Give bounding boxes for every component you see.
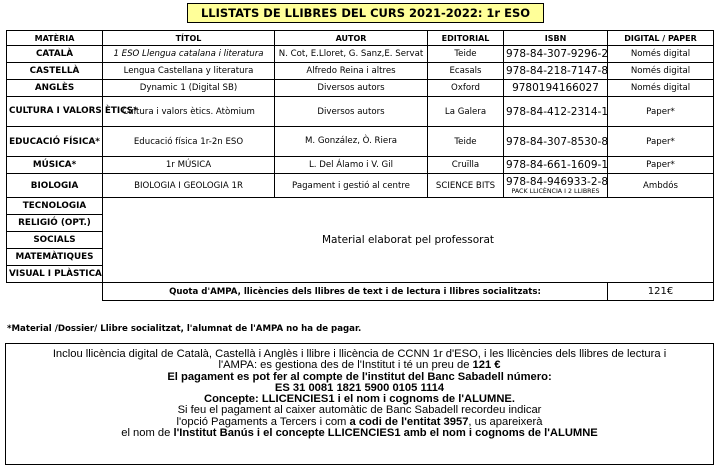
row-format: Paper*	[608, 97, 714, 127]
row-isbn: 978-84-218-7147-8	[504, 63, 608, 80]
isbn-note: PACK LLICÈNCIA I 2 LLIBRES	[511, 188, 600, 195]
info-price: 121 €	[472, 359, 501, 372]
row-materia: MÚSICA*	[7, 157, 103, 174]
row-format: Ambdós	[608, 174, 714, 198]
row-titol: 1r MÚSICA	[103, 157, 275, 174]
header-autor: AUTOR	[275, 31, 428, 46]
info-line-6: Si feu el pagament al caixer automàtic de Banc Sabadell recordeu indicar	[177, 404, 542, 417]
row-autor: L. Del Álamo i V. Gil	[275, 157, 428, 174]
row-materia: RELIGIÓ (OPT.)	[7, 215, 103, 232]
row-editorial: Teide	[428, 46, 504, 63]
info-line-2	[6, 360, 713, 371]
row-format: Paper*	[608, 127, 714, 157]
info-line-7-text: l'opció Pagaments a Tercers i com	[176, 415, 350, 428]
table-row	[7, 63, 714, 80]
row-format: Paper*	[608, 157, 714, 174]
row-titol: 1 ESO Llengua catalana i literatura	[103, 46, 275, 63]
info-line-1: Inclou llicència digital de Català, Castellà i Anglès i llibre i llicència de CCNN 1r d'ESO, i les llicències dels llibres de lectura i	[52, 348, 667, 360]
row-materia: MATEMÀTIQUES	[7, 249, 103, 266]
quota-value: 121€	[608, 283, 714, 301]
table-row	[7, 174, 714, 198]
header-titol: TÍTOL	[103, 31, 275, 46]
row-editorial: SCIENCE BITS	[428, 174, 504, 198]
row-editorial: Cruïlla	[428, 157, 504, 174]
info-account-number: ES 31 0081 1821 5900 0105 1114	[274, 381, 445, 394]
info-entity-code: a codi de l'entitat 3957	[349, 415, 469, 428]
book-list-table	[6, 30, 714, 301]
info-line-8-text: el nom de	[121, 427, 174, 440]
row-materia: BIOLOGIA	[7, 174, 103, 198]
row-isbn	[504, 174, 608, 198]
row-autor: N. Cot, E.Lloret, G. Sanz,E. Servat	[275, 46, 428, 63]
row-format: Només digital	[608, 63, 714, 80]
row-titol: BIOLOGIA I GEOLOGIA 1R	[103, 174, 275, 198]
row-format: Només digital	[608, 46, 714, 63]
row-autor: Pagament i gestió al centre	[275, 174, 428, 198]
header-format: DIGITAL / PAPER	[608, 31, 714, 46]
row-titol: Lengua Castellana y literatura	[103, 63, 275, 80]
row-editorial: Oxford	[428, 80, 504, 97]
table-row	[7, 198, 714, 215]
info-concept: Concepte: LLICENCIES1 i el nom i cognoms de l'ALUMNE.	[204, 393, 515, 406]
row-materia: CATALÀ	[7, 46, 103, 63]
row-editorial: Teide	[428, 127, 504, 157]
row-format: Només digital	[608, 80, 714, 97]
info-line-3: El pagament es pot fer al compte de l'institut del Banc Sabadell número:	[167, 370, 552, 383]
footnote: *Material /Dossier/ Llibre socialitzat, l'alumnat de l'AMPA no ha de pagar.	[7, 324, 362, 334]
isbn-value: 978-84-946933-2-8	[506, 176, 609, 188]
quota-spacer	[7, 283, 103, 301]
header-editorial: EDITORIAL	[428, 31, 504, 46]
header-materia: MATÈRIA	[7, 31, 103, 46]
info-line-8	[6, 428, 713, 439]
row-materia: EDUCACIÓ FÍSICA*	[7, 127, 103, 157]
quota-row	[7, 283, 714, 301]
info-line-2-text: l'AMPA: es gestiona des de l'Institut i té un preu de	[218, 359, 473, 372]
row-isbn: 978-84-661-1609-1	[504, 157, 608, 174]
row-materia: TECNOLOGIA	[7, 198, 103, 215]
quota-label: Quota d'AMPA, llicències dels llibres de text i de lectura i llibres socialitzats:	[103, 283, 608, 301]
row-titol: Dynamic 1 (Digital SB)	[103, 80, 275, 97]
table-row	[7, 80, 714, 97]
row-isbn: 9780194166027	[504, 80, 608, 97]
table-header-row	[7, 31, 714, 46]
table-row	[7, 46, 714, 63]
row-isbn: 978-84-412-2314-1	[504, 97, 608, 127]
row-autor: Alfredo Reina i altres	[275, 63, 428, 80]
row-titol: Cultura i valors ètics. Atòmium	[103, 97, 275, 127]
info-line-7-end: , us apareixerà	[468, 415, 543, 428]
row-editorial: Ecasals	[428, 63, 504, 80]
row-autor: Diversos autors	[275, 97, 428, 127]
table-row	[7, 97, 714, 127]
header-isbn: ISBN	[504, 31, 608, 46]
page-title: LLISTATS DE LLIBRES DEL CURS 2021-2022: 1r ESO	[187, 3, 544, 23]
payment-info-box	[5, 343, 714, 465]
row-isbn: 978-84-307-8530-8	[504, 127, 608, 157]
professor-material-cell: Material elaborat pel professorat	[103, 198, 714, 283]
row-autor: M. González, Ò. Riera	[275, 127, 428, 157]
row-materia: ANGLÈS	[7, 80, 103, 97]
row-editorial: La Galera	[428, 97, 504, 127]
row-titol: Educació física 1r-2n ESO	[103, 127, 275, 157]
row-materia: CULTURA I VALORS ÈTICS*	[7, 97, 103, 127]
table-row	[7, 127, 714, 157]
row-materia: SOCIALS	[7, 232, 103, 249]
row-materia: CASTELLÀ	[7, 63, 103, 80]
table-row	[7, 157, 714, 174]
row-autor: Diversos autors	[275, 80, 428, 97]
row-materia: VISUAL I PLÀSTICA	[7, 266, 103, 283]
info-institute-concept: l'Institut Banús i el concepte LLICENCIES1 amb el nom i cognoms de l'ALUMNE	[173, 427, 598, 440]
row-isbn: 978-84-307-9296-2	[504, 46, 608, 63]
